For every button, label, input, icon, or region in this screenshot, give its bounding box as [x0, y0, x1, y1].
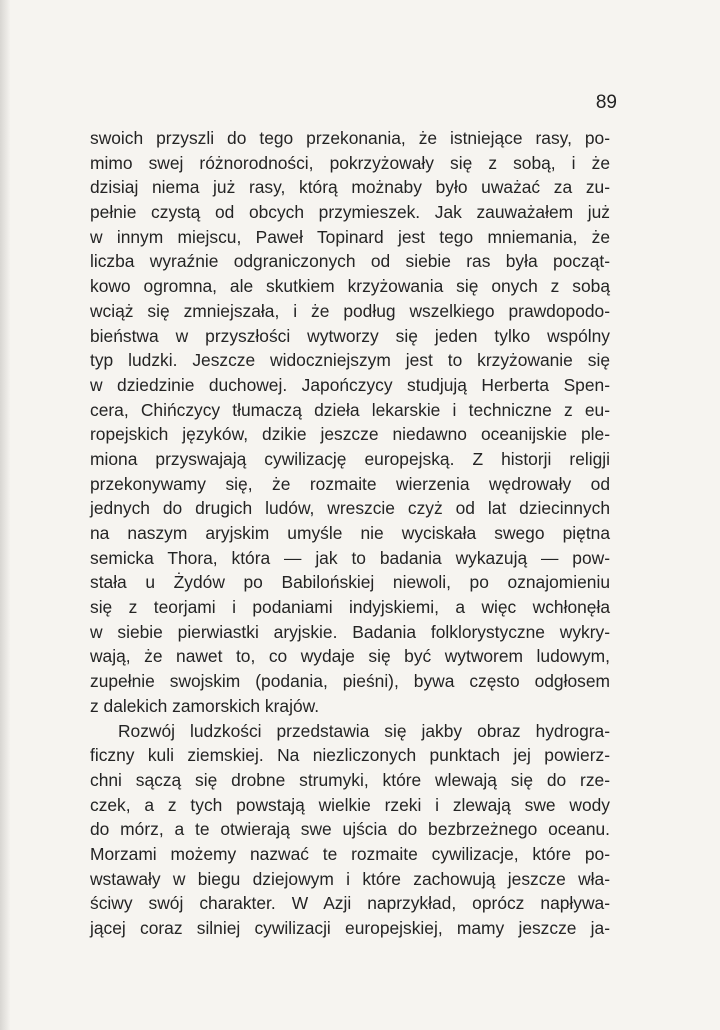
text-line: ficzny kuli ziemskiej. Na niezliczonych punktach jej powierz- [90, 745, 610, 766]
text-line: liczba wyraźnie odgraniczonych od siebie ras była począt- [90, 251, 610, 272]
text-line: w dziedzinie duchowej. Japończycy studjują Herberta Spen- [90, 374, 610, 395]
text-line: wstawały w biegu dziejowym i które zachowują jeszcze wła- [90, 868, 610, 889]
text-line: w siebie pierwiastki aryjskie. Badania folklorystyczne wykry- [90, 621, 610, 642]
text-line: stała u Żydów po Babilońskiej niewoli, po oznajomieniu [90, 572, 610, 593]
text-line: dzisiaj niema już rasy, którą możnaby było uważać za zu- [90, 177, 610, 198]
text-line: czek, a z tych powstają wielkie rzeki i zlewają swe wody [90, 794, 610, 815]
text-line: mimo swej różnorodności, pokrzyżowały się z sobą, i że [90, 152, 610, 173]
text-line: w innym miejscu, Paweł Topinard jest tego mniemania, że [90, 226, 610, 247]
text-line: się z teorjami i podaniami indyjskiemi, a więc wchłonęła [90, 597, 610, 618]
text-line: na naszym aryjskim umyśle nie wyciskała swego piętna [90, 523, 610, 543]
text-line: wają, że nawet to, co wydaje się być wytworem ludowym, [90, 646, 610, 667]
text-line: z dalekich zamorskich krajów. [90, 695, 320, 716]
text-line: bieństwa w przyszłości wytworzy się jeden tylko wspólny [90, 325, 610, 346]
text-line: ropejskich języków, dzikie jeszcze niedawno oceanijskie ple- [90, 424, 610, 445]
text-line: cera, Chińczycy tłumaczą dzieła lekarskie i techniczne z eu- [90, 399, 610, 420]
text-line: zupełnie swojskim (podania, pieśni), bywa często odgłosem [90, 671, 610, 692]
text-line: przekonywamy się, że rozmaite wierzenia wędrowały od [90, 473, 610, 494]
page-edge-shadow [0, 0, 10, 1030]
text-line: chni sączą się drobne strumyki, które wlewają się do rze- [90, 769, 610, 790]
text-line: miona przyswajają cywilizację europejską. Z historji religji [90, 448, 610, 469]
text-line: swoich przyszli do tego przekonania, że istniejące rasy, po- [90, 128, 610, 148]
text-line: ściwy swój charakter. W Azji naprzykład, oprócz napływa- [90, 893, 610, 914]
body-text [90, 126, 610, 941]
text-line: typ ludzki. Jeszcze widoczniejszym jest to krzyżowanie się [90, 350, 610, 371]
text-line: kowo ogromna, ale skutkiem krzyżowania się onych z sobą [90, 276, 610, 297]
text-line: do mórz, a te otwierają swe ujścia do bezbrzeżnego oceanu. [90, 819, 610, 840]
text-line: wciąż się zmniejszała, i że podług wszelkiego prawdopodo- [90, 300, 610, 321]
text-line: Rozwój ludzkości przedstawia się jakby obraz hydrogra- [118, 720, 610, 741]
page-number: 89 [595, 92, 617, 113]
text-line: jącej coraz silniej cywilizacji europejskiej, mamy jeszcze ja- [90, 918, 610, 938]
text-line: Morzami możemy nazwać te rozmaite cywilizacje, które po- [90, 843, 610, 864]
text-line: jednych do drugich ludów, wreszcie czyż od lat dziecinnych [90, 498, 610, 519]
text-line: semicka Thora, która — jak to badania wykazują — pow- [90, 547, 610, 568]
text-line: pełnie czystą od obcych przymieszek. Jak zauważałem już [90, 202, 610, 223]
